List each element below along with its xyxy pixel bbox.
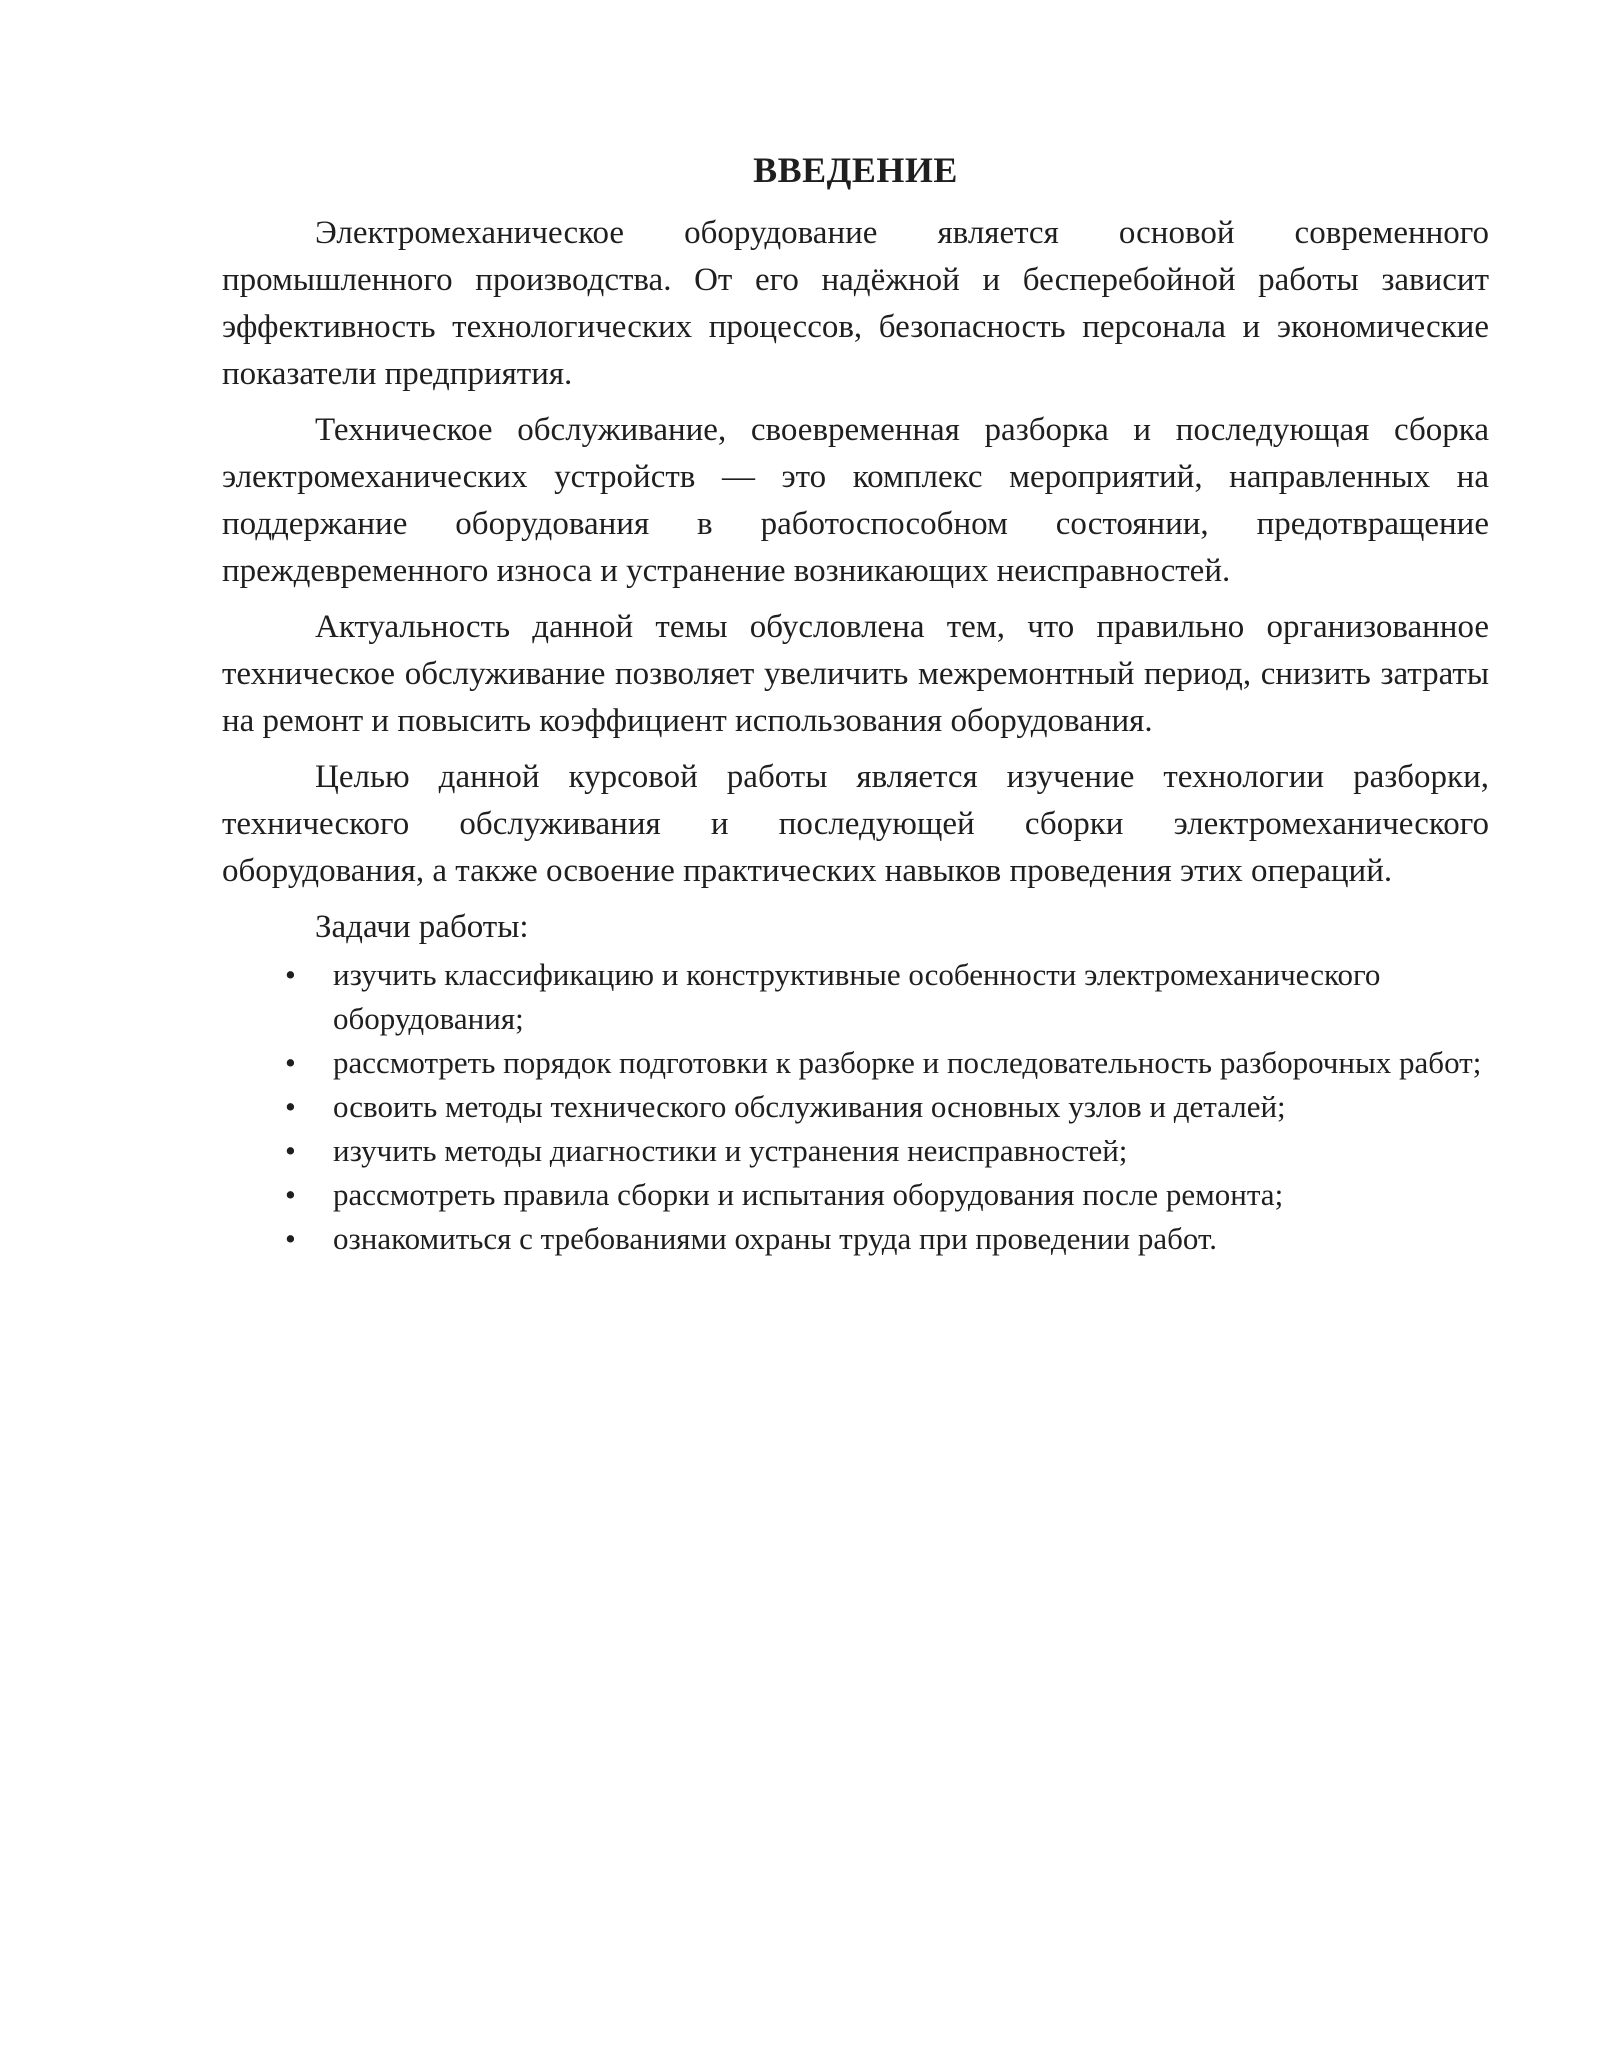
list-item <box>222 1041 1489 1085</box>
list-item <box>222 1173 1489 1217</box>
tasks-title: Задачи работы: <box>315 909 529 945</box>
task-text: изучить методы диагностики и устранения неисправностей; <box>333 1133 1128 1168</box>
bullet-icon: • <box>285 1177 296 1212</box>
list-item <box>222 1217 1489 1261</box>
task-text: изучить классификацию и конструктивные особенности электромеханического оборудования; <box>333 957 1381 1036</box>
bullet-icon: • <box>285 1089 296 1124</box>
task-text: освоить методы технического обслуживания основных узлов и деталей; <box>333 1089 1286 1124</box>
intro-paragraph-3: Актуальность данной темы обусловлена тем, что правильно организованное техническое обслуживание позволяет увеличить межремонтный период, снизить затраты на ремонт и повысить коэффициент использования оборудования. <box>222 609 1489 739</box>
bullet-icon: • <box>285 1045 296 1080</box>
list-item <box>222 1085 1489 1129</box>
bullet-icon: • <box>285 1133 296 1168</box>
task-text: рассмотреть правила сборки и испытания оборудования после ремонта; <box>333 1177 1284 1212</box>
section-heading: ВВЕДЕНИЕ <box>753 150 958 190</box>
bullet-icon: • <box>285 1221 296 1256</box>
list-item <box>222 1129 1489 1173</box>
intro-paragraph-1: Электромеханическое оборудование является основой современного промышленного производства. От его надёжной и бесперебойной работы зависит эффективность технологических процессов, безопасность персонала и экономические показатели предприятия. <box>222 215 1489 392</box>
intro-paragraph-2: Техническое обслуживание, своевременная разборка и последующая сборка электромеханических устройств — это комплекс мероприятий, направленных на поддержание оборудования в работоспособном состоянии, предотвращение преждевременного износа и устранение возникающих неисправностей. <box>222 412 1489 589</box>
task-text: ознакомиться с требованиями охраны труда при проведении работ. <box>333 1221 1217 1256</box>
page-content <box>222 146 1489 1261</box>
task-list <box>222 953 1489 1261</box>
list-item <box>222 953 1489 1041</box>
intro-paragraph-4: Целью данной курсовой работы является изучение технологии разборки, технического обслуживания и последующей сборки электромеханического оборудования, а также освоение практических навыков проведения этих операций. <box>222 759 1489 889</box>
bullet-icon: • <box>285 957 296 992</box>
task-text: рассмотреть порядок подготовки к разборке и последовательность разборочных работ; <box>333 1045 1482 1080</box>
